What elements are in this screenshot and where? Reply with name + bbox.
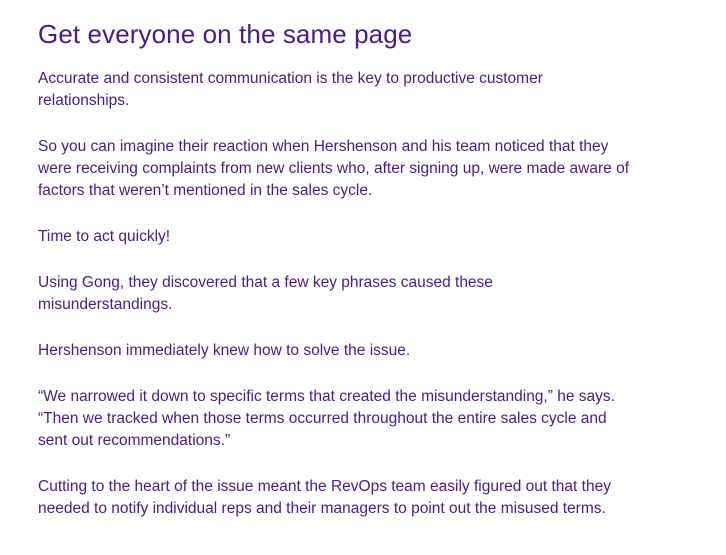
paragraph-solve: Hershenson immediately knew how to solve the issue. [38, 342, 411, 359]
article-body [38, 16, 648, 544]
paragraph-intro: Accurate and consistent communication is the key to productive customer relationships. [38, 70, 543, 109]
paragraph-gong: Using Gong, they discovered that a few key phrases caused these misunderstandings. [38, 274, 493, 313]
paragraph-act-quickly: Time to act quickly! [38, 228, 171, 245]
paragraph-revops: Cutting to the heart of the issue meant the RevOps team easily figured out that they needed to notify individual reps and their managers to point out the misused terms. [38, 478, 611, 517]
section-heading: Get everyone on the same page [38, 19, 413, 49]
paragraph-quote: “We narrowed it down to specific terms that created the misunderstanding,” he says. “Then we tracked when those terms occurred throughout the entire sales cycle and sent out recommendations.” [38, 388, 615, 449]
paragraph-complaints: So you can imagine their reaction when Hershenson and his team noticed that they were receiving complaints from new clients who, after signing up, were made aware of factors that weren’t mentioned in the sales cycle. [38, 138, 629, 199]
